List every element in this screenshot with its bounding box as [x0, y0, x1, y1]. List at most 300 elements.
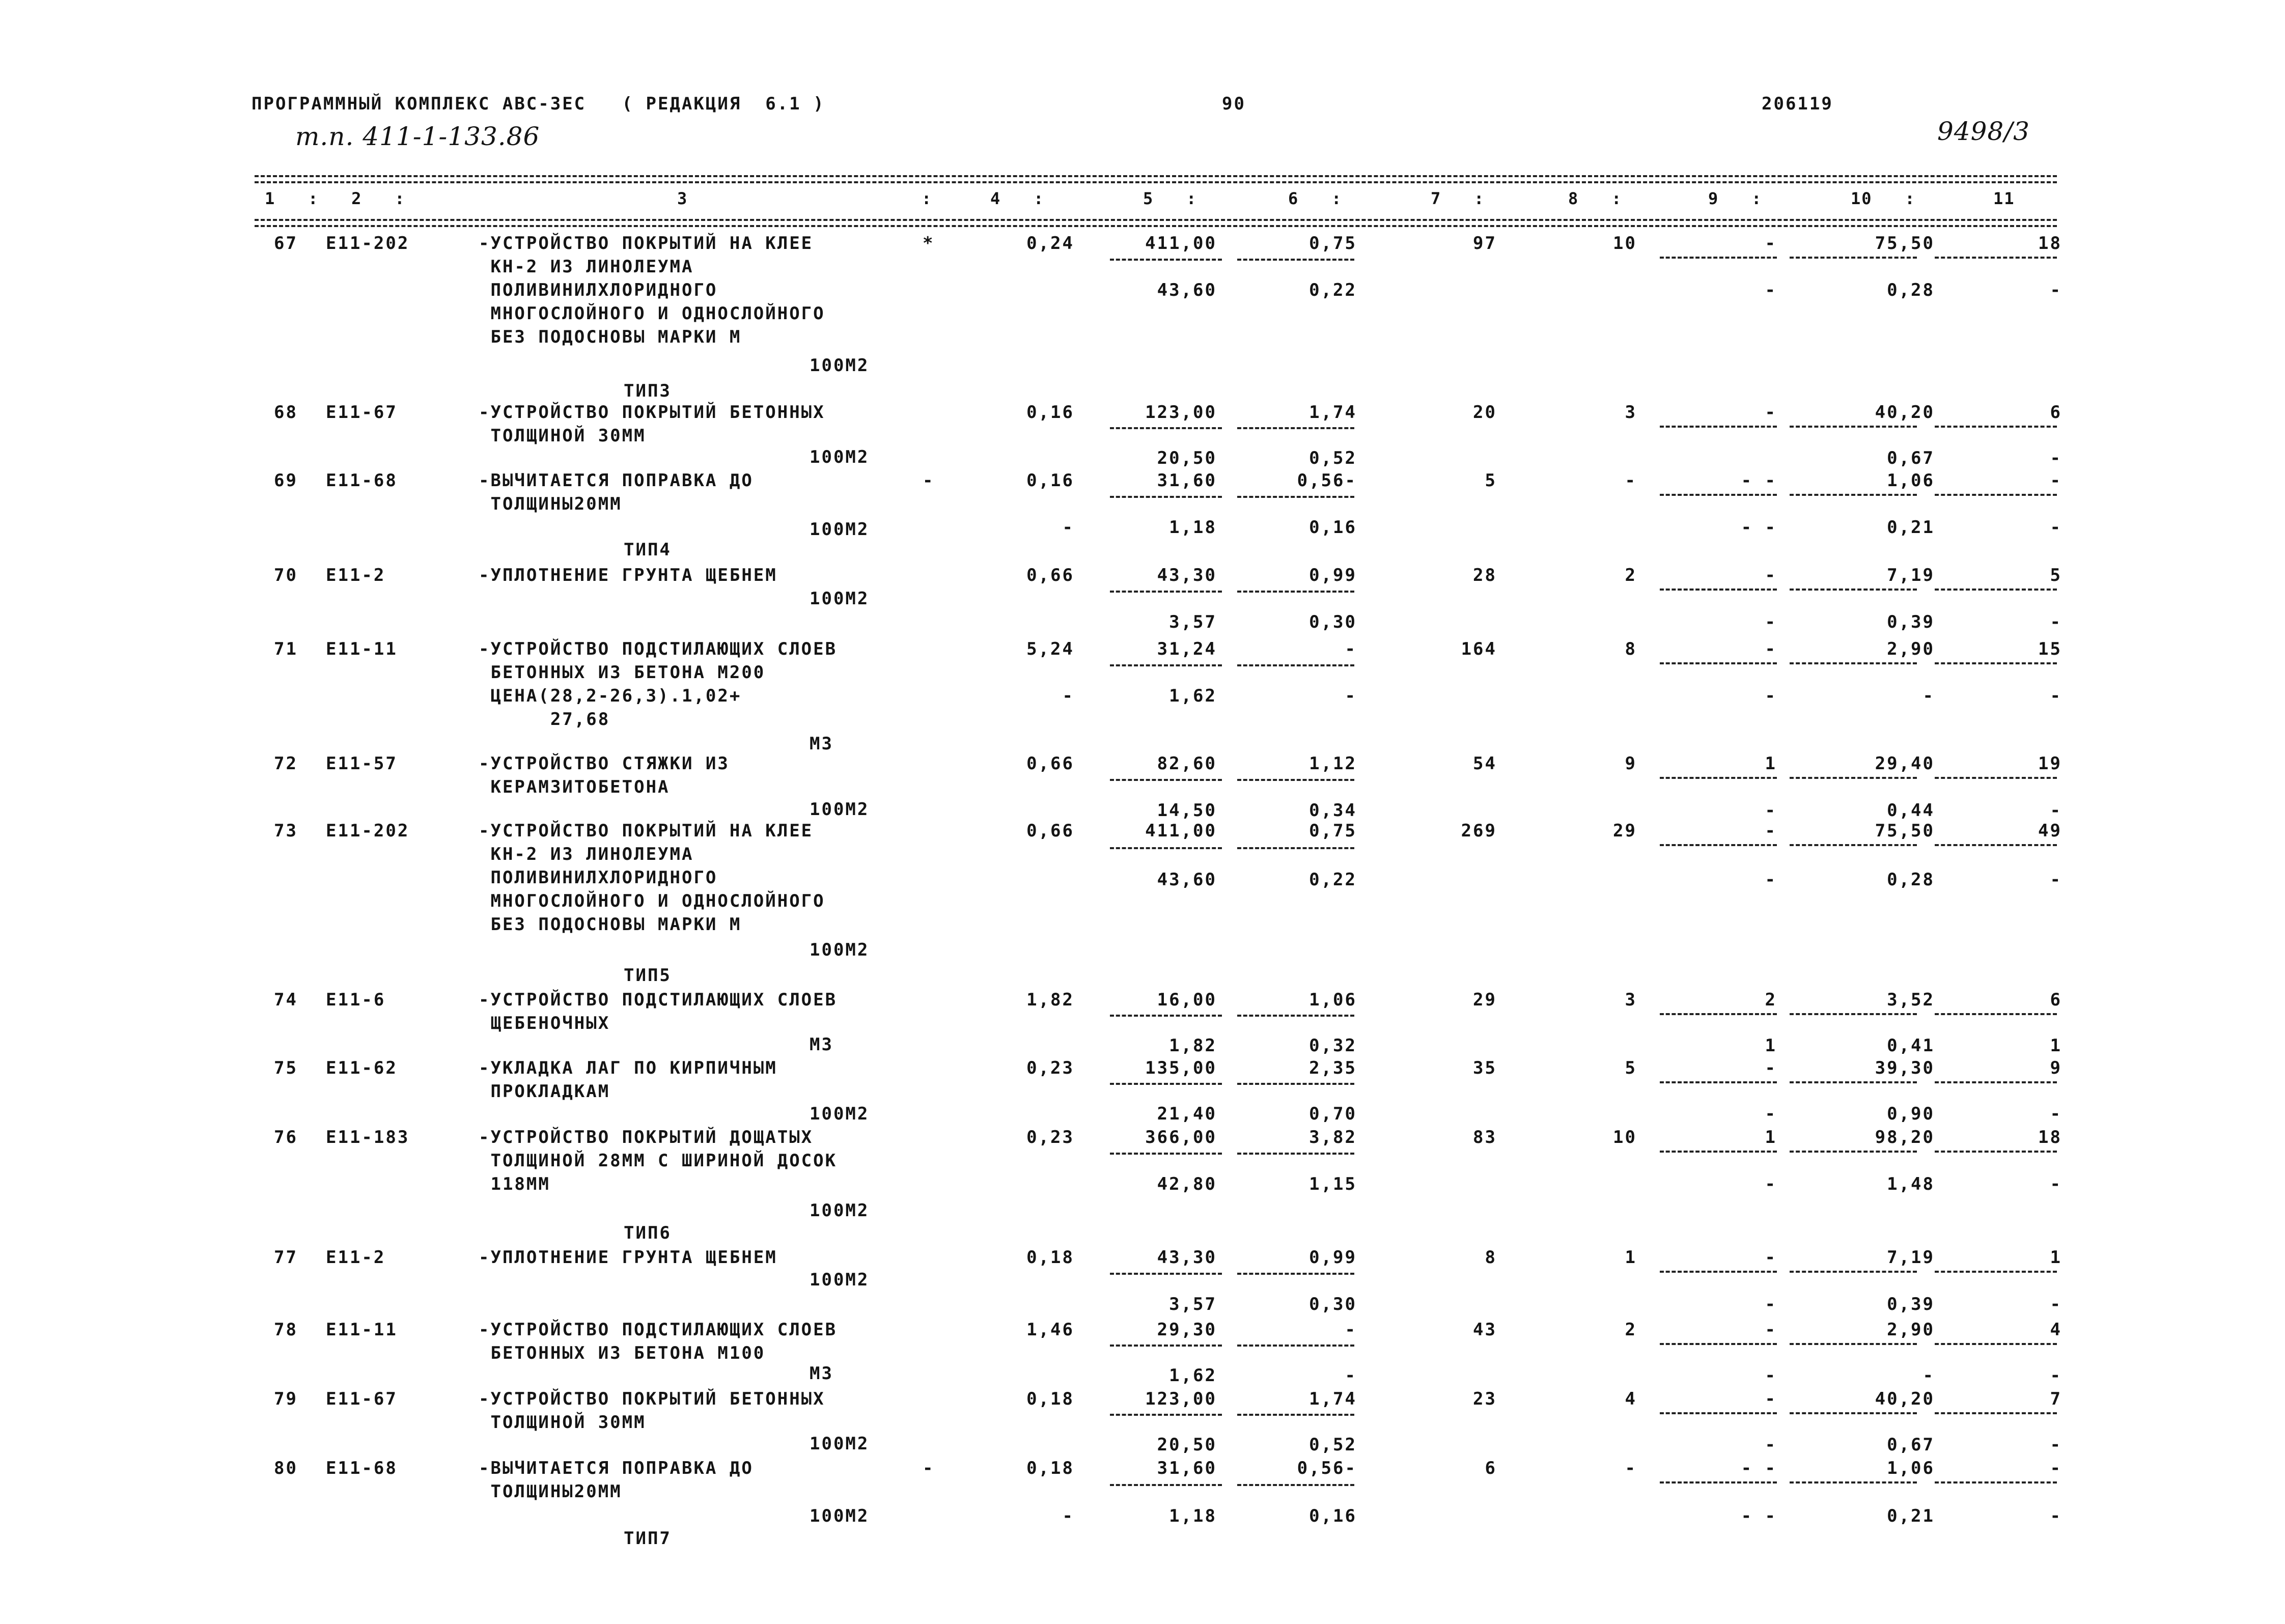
row-number: 69: [274, 470, 298, 491]
column-8-value: 29: [1613, 821, 1637, 841]
column-10-sub-value: 0,44: [1887, 800, 1935, 821]
column-separator: [1935, 662, 2057, 664]
cost-separator: [1237, 1484, 1354, 1486]
column-10-value: 1,06: [1887, 470, 1935, 491]
column-separator: [1790, 1343, 1917, 1345]
column-10-value: 75,50: [1875, 821, 1935, 841]
column-7-value: 269: [1461, 821, 1497, 841]
total-cost-value: 0,99: [1309, 565, 1357, 585]
column-10-value: 1,06: [1887, 1458, 1935, 1478]
quantity-value: 0,18: [1026, 1458, 1074, 1478]
quantity-value: 5,24: [1026, 639, 1074, 659]
column-separator: [1790, 1081, 1917, 1083]
cost-separator: [1237, 1273, 1354, 1275]
quantity-value: 0,66: [1026, 565, 1074, 585]
unit-cost-value: 123,00: [1145, 402, 1217, 423]
total-cost-value: 0,99: [1309, 1247, 1357, 1268]
column-11-sub-value: -: [2050, 1174, 2062, 1194]
column-8-value: 5: [1625, 1058, 1637, 1078]
column-11-sub-value: 1: [2050, 1035, 2062, 1056]
column-11-sub-value: -: [2050, 870, 2062, 890]
unit-cost-value: 411,00: [1145, 821, 1217, 841]
total-cost-sub-value: 0,32: [1309, 1035, 1357, 1056]
work-description-line: -ВЫЧИТАЕТСЯ ПОПРАВКА ДО: [479, 1458, 754, 1478]
row-mark: -: [923, 1458, 935, 1478]
column-11-value: 6: [2050, 402, 2062, 423]
column-10-sub-value: 0,39: [1887, 612, 1935, 632]
measure-unit: М3: [810, 734, 833, 754]
column-11-sub-value: -: [2050, 280, 2062, 300]
row-mark: -: [923, 470, 935, 491]
cost-separator: [1110, 1273, 1222, 1275]
type-label: ТИП3: [624, 381, 672, 401]
column-separator: [1660, 1481, 1777, 1483]
cost-separator: [1110, 1414, 1222, 1416]
cost-separator: [1110, 1484, 1222, 1486]
column-9-sub-value: -: [1765, 1294, 1777, 1314]
cost-separator: [1237, 847, 1354, 849]
column-11-value: -: [2050, 470, 2062, 491]
work-description-line: БЕТОННЫХ ИЗ БЕТОНА М200: [479, 662, 766, 683]
quantity-value: 0,66: [1026, 821, 1074, 841]
total-cost-sub-value: 0,22: [1309, 280, 1357, 300]
column-9-value: -: [1765, 402, 1777, 423]
cost-separator: [1237, 1414, 1354, 1416]
column-separator: [1660, 1081, 1777, 1083]
column-separator: [1790, 777, 1917, 779]
row-number: 76: [274, 1127, 298, 1147]
quantity-value: 0,18: [1026, 1247, 1074, 1268]
work-description-line: -УСТРОЙСТВО ПОКРЫТИЙ БЕТОННЫХ: [479, 1389, 825, 1409]
work-description-line: БЕЗ ПОДОСНОВЫ МАРКИ М: [479, 327, 742, 347]
column-9-value: -: [1765, 233, 1777, 254]
total-cost-value: 0,56-: [1297, 470, 1357, 491]
column-separator: [1935, 777, 2057, 779]
column-header-2: 3: [677, 189, 688, 208]
cost-separator: [1110, 591, 1222, 593]
column-separator: [1935, 1343, 2057, 1345]
column-7-value: 23: [1473, 1389, 1497, 1409]
column-separator: [1790, 662, 1917, 664]
column-8-value: -: [1625, 1458, 1637, 1478]
column-separator: [1790, 426, 1917, 428]
column-9-sub-value: -: [1765, 1435, 1777, 1455]
measure-unit: 100М2: [810, 1200, 870, 1221]
column-11-value: 49: [2038, 821, 2062, 841]
unit-cost-value: 31,24: [1157, 639, 1217, 659]
column-7-value: 6: [1485, 1458, 1497, 1478]
unit-cost-sub-value: 14,50: [1157, 800, 1217, 821]
column-9-sub-value: -: [1765, 800, 1777, 821]
row-number: 73: [274, 821, 298, 841]
work-description-line: ПОЛИВИНИЛХЛОРИДНОГО: [479, 280, 718, 300]
norm-code: Е11-68: [326, 1458, 398, 1478]
unit-cost-value: 123,00: [1145, 1389, 1217, 1409]
work-description-line: -УПЛОТНЕНИЕ ГРУНТА ЩЕБНЕМ: [479, 565, 777, 585]
program-title: ПРОГРАММНЫЙ КОМПЛЕКС АВС-3ЕС ( РЕДАКЦИЯ 6.1 ): [252, 94, 825, 114]
column-9-value: 1: [1765, 1127, 1777, 1147]
work-description-line: МНОГОСЛОЙНОГО И ОДНОСЛОЙНОГО: [479, 303, 825, 324]
total-cost-sub-value: 0,30: [1309, 1294, 1357, 1314]
work-description-line: БЕТОННЫХ ИЗ БЕТОНА М100: [479, 1343, 766, 1363]
work-description-line: КН-2 ИЗ ЛИНОЛЕУМА: [479, 844, 694, 864]
work-description-line: ПРОКЛАДКАМ: [479, 1081, 610, 1102]
measure-unit: 100М2: [810, 355, 870, 376]
row-number: 72: [274, 753, 298, 774]
unit-cost-sub-value: 1,18: [1169, 1506, 1217, 1526]
column-separator: [1660, 1412, 1777, 1414]
cost-separator: [1237, 664, 1354, 666]
total-cost-value: 1,12: [1309, 753, 1357, 774]
cost-separator: [1237, 1345, 1354, 1347]
cost-separator: [1237, 259, 1354, 261]
column-8-value: 3: [1625, 990, 1637, 1010]
column-separator: [1660, 1271, 1777, 1273]
column-7-value: 5: [1485, 470, 1497, 491]
cost-separator: [1110, 1083, 1222, 1085]
column-9-value: -: [1765, 1247, 1777, 1268]
quantity-sub-value: -: [1062, 686, 1074, 706]
work-description-line: ТОЛЩИНОЙ 30ММ: [479, 1412, 646, 1433]
unit-cost-sub-value: 1,62: [1169, 686, 1217, 706]
column-8-value: 4: [1625, 1389, 1637, 1409]
work-description-line: БЕЗ ПОДОСНОВЫ МАРКИ М: [479, 914, 742, 935]
column-7-value: 83: [1473, 1127, 1497, 1147]
row-number: 77: [274, 1247, 298, 1268]
column-11-sub-value: -: [2050, 800, 2062, 821]
measure-unit: 100М2: [810, 1270, 870, 1290]
unit-cost-sub-value: 20,50: [1157, 448, 1217, 468]
column-separator: [1660, 844, 1777, 846]
column-10-sub-value: 0,39: [1887, 1294, 1935, 1314]
header-rule-bottom: [255, 219, 2057, 221]
column-9-sub-value: -: [1765, 686, 1777, 706]
total-cost-sub-value: 0,30: [1309, 612, 1357, 632]
column-separator: [1790, 1271, 1917, 1273]
column-separator: [1660, 494, 1777, 496]
column-9-value: -: [1765, 639, 1777, 659]
column-10-sub-value: 0,21: [1887, 1506, 1935, 1526]
column-10-value: 2,90: [1887, 1320, 1935, 1340]
column-9-value: - -: [1741, 1458, 1777, 1478]
column-separator: [1935, 589, 2057, 591]
row-number: 68: [274, 402, 298, 423]
total-cost-value: 1,74: [1309, 1389, 1357, 1409]
cost-separator: [1110, 1015, 1222, 1017]
quantity-value: 1,46: [1026, 1320, 1074, 1340]
column-11-sub-value: -: [2050, 1435, 2062, 1455]
measure-unit: М3: [810, 1034, 833, 1055]
row-number: 71: [274, 639, 298, 659]
column-10-sub-value: 0,67: [1887, 448, 1935, 468]
column-separator: [1660, 1151, 1777, 1153]
column-separator: [1935, 1151, 2057, 1153]
work-description-line: ЦЕНА(28,2-26,3).1,02+: [479, 686, 742, 706]
measure-unit: 100М2: [810, 799, 870, 820]
column-separator: [1790, 1481, 1917, 1483]
measure-unit: 100М2: [810, 589, 870, 609]
cost-separator: [1110, 496, 1222, 498]
column-11-sub-value: -: [2050, 1104, 2062, 1124]
work-description-line: -УСТРОЙСТВО ПОКРЫТИЙ БЕТОННЫХ: [479, 402, 825, 423]
column-separator: [1660, 589, 1777, 591]
column-11-sub-value: -: [2050, 1294, 2062, 1314]
row-number: 78: [274, 1320, 298, 1340]
column-header-6: 6 :: [1288, 189, 1343, 208]
column-header-5: 5 :: [1143, 189, 1197, 208]
column-10-value: 75,50: [1875, 233, 1935, 254]
measure-unit: 100М2: [810, 1506, 870, 1526]
column-9-sub-value: -: [1765, 280, 1777, 300]
cost-separator: [1110, 847, 1222, 849]
total-cost-sub-value: -: [1345, 1365, 1357, 1386]
column-9-value: 1: [1765, 753, 1777, 774]
column-8-value: 10: [1613, 1127, 1637, 1147]
total-cost-sub-value: -: [1345, 686, 1357, 706]
unit-cost-value: 135,00: [1145, 1058, 1217, 1078]
column-10-value: 7,19: [1887, 1247, 1935, 1268]
column-11-value: 15: [2038, 639, 2062, 659]
column-9-value: -: [1765, 1320, 1777, 1340]
total-cost-sub-value: 0,16: [1309, 517, 1357, 538]
norm-code: Е11-2: [326, 565, 386, 585]
column-11-value: 6: [2050, 990, 2062, 1010]
norm-code: Е11-6: [326, 990, 386, 1010]
cost-separator: [1237, 1015, 1354, 1017]
column-9-sub-value: -: [1765, 1174, 1777, 1194]
column-8-value: 3: [1625, 402, 1637, 423]
unit-cost-value: 31,60: [1157, 470, 1217, 491]
total-cost-sub-value: 0,52: [1309, 448, 1357, 468]
total-cost-sub-value: 1,15: [1309, 1174, 1357, 1194]
work-description-line: 27,68: [479, 709, 610, 730]
total-cost-value: 0,75: [1309, 233, 1357, 254]
quantity-value: 0,66: [1026, 753, 1074, 774]
total-cost-sub-value: 0,52: [1309, 1435, 1357, 1455]
column-10-value: 40,20: [1875, 1389, 1935, 1409]
total-cost-value: 0,75: [1309, 821, 1357, 841]
total-cost-value: 0,56-: [1297, 1458, 1357, 1478]
column-11-sub-value: -: [2050, 1506, 2062, 1526]
column-10-value: 3,52: [1887, 990, 1935, 1010]
cost-separator: [1237, 427, 1354, 429]
type-label: ТИП7: [624, 1528, 672, 1549]
column-8-value: -: [1625, 470, 1637, 491]
header-rule-top: [255, 175, 2057, 177]
column-8-value: 2: [1625, 565, 1637, 585]
column-9-value: -: [1765, 821, 1777, 841]
column-10-sub-value: 0,21: [1887, 517, 1935, 538]
unit-cost-sub-value: 1,18: [1169, 517, 1217, 538]
unit-cost-sub-value: 1,62: [1169, 1365, 1217, 1386]
unit-cost-sub-value: 1,82: [1169, 1035, 1217, 1056]
column-9-sub-value: -: [1765, 612, 1777, 632]
norm-code: Е11-11: [326, 1320, 398, 1340]
column-separator: [1790, 1412, 1917, 1414]
column-11-value: 4: [2050, 1320, 2062, 1340]
column-9-value: 2: [1765, 990, 1777, 1010]
page-number: 90: [1222, 94, 1246, 114]
work-description-line: ТОЛЩИНОЙ 30ММ: [479, 426, 646, 446]
unit-cost-sub-value: 3,57: [1169, 612, 1217, 632]
norm-code: Е11-67: [326, 1389, 398, 1409]
norm-code: Е11-202: [326, 821, 410, 841]
cost-separator: [1237, 1153, 1354, 1155]
unit-cost-value: 43,30: [1157, 565, 1217, 585]
column-10-sub-value: 0,28: [1887, 280, 1935, 300]
column-9-value: - -: [1741, 470, 1777, 491]
column-separator: [1660, 257, 1777, 259]
column-11-value: 7: [2050, 1389, 2062, 1409]
column-9-sub-value: - -: [1741, 1506, 1777, 1526]
column-9-value: -: [1765, 1058, 1777, 1078]
unit-cost-sub-value: 20,50: [1157, 1435, 1217, 1455]
column-10-sub-value: 0,90: [1887, 1104, 1935, 1124]
column-separator: [1790, 1013, 1917, 1015]
column-separator: [1935, 1013, 2057, 1015]
column-11-sub-value: -: [2050, 448, 2062, 468]
cost-separator: [1110, 259, 1222, 261]
work-description-line: -УСТРОЙСТВО ПОКРЫТИЙ НА КЛЕЕ: [479, 233, 814, 254]
column-7-value: 164: [1461, 639, 1497, 659]
column-8-value: 2: [1625, 1320, 1637, 1340]
column-separator: [1660, 777, 1777, 779]
type-label: ТИП6: [624, 1223, 672, 1243]
unit-cost-value: 411,00: [1145, 233, 1217, 254]
column-separator: [1790, 257, 1917, 259]
column-8-value: 9: [1625, 753, 1637, 774]
row-number: 80: [274, 1458, 298, 1478]
work-description-line: -УСТРОЙСТВО ПОДСТИЛАЮЩИХ СЛОЕВ: [479, 639, 838, 659]
type-label: ТИП4: [624, 540, 672, 560]
cost-separator: [1110, 664, 1222, 666]
column-header-10: 10 :: [1851, 189, 1916, 208]
work-description-line: -УСТРОЙСТВО ПОДСТИЛАЮЩИХ СЛОЕВ: [479, 1320, 838, 1340]
column-separator: [1790, 844, 1917, 846]
norm-code: Е11-67: [326, 402, 398, 423]
unit-cost-value: 366,00: [1145, 1127, 1217, 1147]
column-11-sub-value: -: [2050, 517, 2062, 538]
column-separator: [1935, 494, 2057, 496]
header-rule-bottom-2: [255, 225, 2057, 227]
unit-cost-value: 43,30: [1157, 1247, 1217, 1268]
column-11-sub-value: -: [2050, 1365, 2062, 1386]
unit-cost-value: 16,00: [1157, 990, 1217, 1010]
column-10-sub-value: -: [1922, 1365, 1935, 1386]
column-7-value: 43: [1473, 1320, 1497, 1340]
cost-separator: [1110, 1153, 1222, 1155]
column-8-value: 1: [1625, 1247, 1637, 1268]
column-separator: [1660, 1343, 1777, 1345]
column-header-7: 7 :: [1431, 189, 1485, 208]
column-separator: [1660, 662, 1777, 664]
column-9-sub-value: 1: [1765, 1035, 1777, 1056]
column-header-1: 1 : 2 :: [265, 189, 406, 208]
unit-cost-value: 31,60: [1157, 1458, 1217, 1478]
row-number: 79: [274, 1389, 298, 1409]
column-8-value: 10: [1613, 233, 1637, 254]
total-cost-value: 2,35: [1309, 1058, 1357, 1078]
work-description-line: -УСТРОЙСТВО ПОДСТИЛАЮЩИХ СЛОЕВ: [479, 990, 838, 1010]
work-description-line: МНОГОСЛОЙНОГО И ОДНОСЛОЙНОГО: [479, 891, 825, 911]
row-number: 67: [274, 233, 298, 254]
column-separator: [1790, 1151, 1917, 1153]
total-cost-sub-value: 0,22: [1309, 870, 1357, 890]
unit-cost-sub-value: 43,60: [1157, 870, 1217, 890]
column-9-value: -: [1765, 565, 1777, 585]
column-10-sub-value: 0,28: [1887, 870, 1935, 890]
column-11-value: 19: [2038, 753, 2062, 774]
cost-separator: [1237, 1083, 1354, 1085]
column-separator: [1935, 426, 2057, 428]
column-separator: [1935, 844, 2057, 846]
column-7-value: 97: [1473, 233, 1497, 254]
cost-separator: [1237, 496, 1354, 498]
column-separator: [1935, 1412, 2057, 1414]
column-header-4: 4 :: [990, 189, 1045, 208]
norm-code: Е11-57: [326, 753, 398, 774]
column-9-sub-value: - -: [1741, 517, 1777, 538]
cost-separator: [1237, 779, 1354, 781]
type-label: ТИП5: [624, 965, 672, 986]
column-10-value: 40,20: [1875, 402, 1935, 423]
work-description-line: КЕРАМЗИТОБЕТОНА: [479, 777, 670, 797]
work-description-line: -УКЛАДКА ЛАГ ПО КИРПИЧНЫМ: [479, 1058, 777, 1078]
total-cost-value: -: [1345, 639, 1357, 659]
work-description-line: ТОЛЩИНЫ20ММ: [479, 494, 622, 514]
cost-separator: [1110, 779, 1222, 781]
quantity-value: 1,82: [1026, 990, 1074, 1010]
work-description-line: ТОЛЩИНОЙ 28ММ С ШИРИНОЙ ДОСОК: [479, 1151, 838, 1171]
row-mark: *: [923, 233, 935, 254]
measure-unit: 100М2: [810, 1104, 870, 1124]
unit-cost-sub-value: 21,40: [1157, 1104, 1217, 1124]
work-description-line: -ВЫЧИТАЕТСЯ ПОПРАВКА ДО: [479, 470, 754, 491]
total-cost-value: 1,74: [1309, 402, 1357, 423]
cost-separator: [1110, 427, 1222, 429]
column-11-value: 18: [2038, 1127, 2062, 1147]
column-11-value: 1: [2050, 1247, 2062, 1268]
column-10-sub-value: -: [1922, 686, 1935, 706]
norm-code: Е11-202: [326, 233, 410, 254]
column-11-value: 5: [2050, 565, 2062, 585]
total-cost-sub-value: 0,70: [1309, 1104, 1357, 1124]
column-10-value: 98,20: [1875, 1127, 1935, 1147]
column-9-sub-value: -: [1765, 1104, 1777, 1124]
unit-cost-sub-value: 42,80: [1157, 1174, 1217, 1194]
unit-cost-value: 82,60: [1157, 753, 1217, 774]
work-description-line: ТОЛЩИНЫ20ММ: [479, 1481, 622, 1502]
column-separator: [1935, 1481, 2057, 1483]
column-11-value: -: [2050, 1458, 2062, 1478]
work-description-line: -УСТРОЙСТВО СТЯЖКИ ИЗ: [479, 753, 730, 774]
cost-separator: [1110, 1345, 1222, 1347]
norm-code: Е11-62: [326, 1058, 398, 1078]
column-7-value: 29: [1473, 990, 1497, 1010]
measure-unit: М3: [810, 1363, 833, 1384]
work-description-line: ЩЕБЕНОЧНЫХ: [479, 1013, 610, 1033]
measure-unit: 100М2: [810, 1434, 870, 1454]
column-9-value: -: [1765, 1389, 1777, 1409]
header-rule-top-2: [255, 181, 2057, 183]
cost-separator: [1237, 591, 1354, 593]
row-number: 75: [274, 1058, 298, 1078]
quantity-sub-value: -: [1062, 1506, 1074, 1526]
unit-cost-value: 29,30: [1157, 1320, 1217, 1340]
work-description-line: -УПЛОТНЕНИЕ ГРУНТА ЩЕБНЕМ: [479, 1247, 777, 1268]
column-separator: [1660, 426, 1777, 428]
column-10-value: 7,19: [1887, 565, 1935, 585]
